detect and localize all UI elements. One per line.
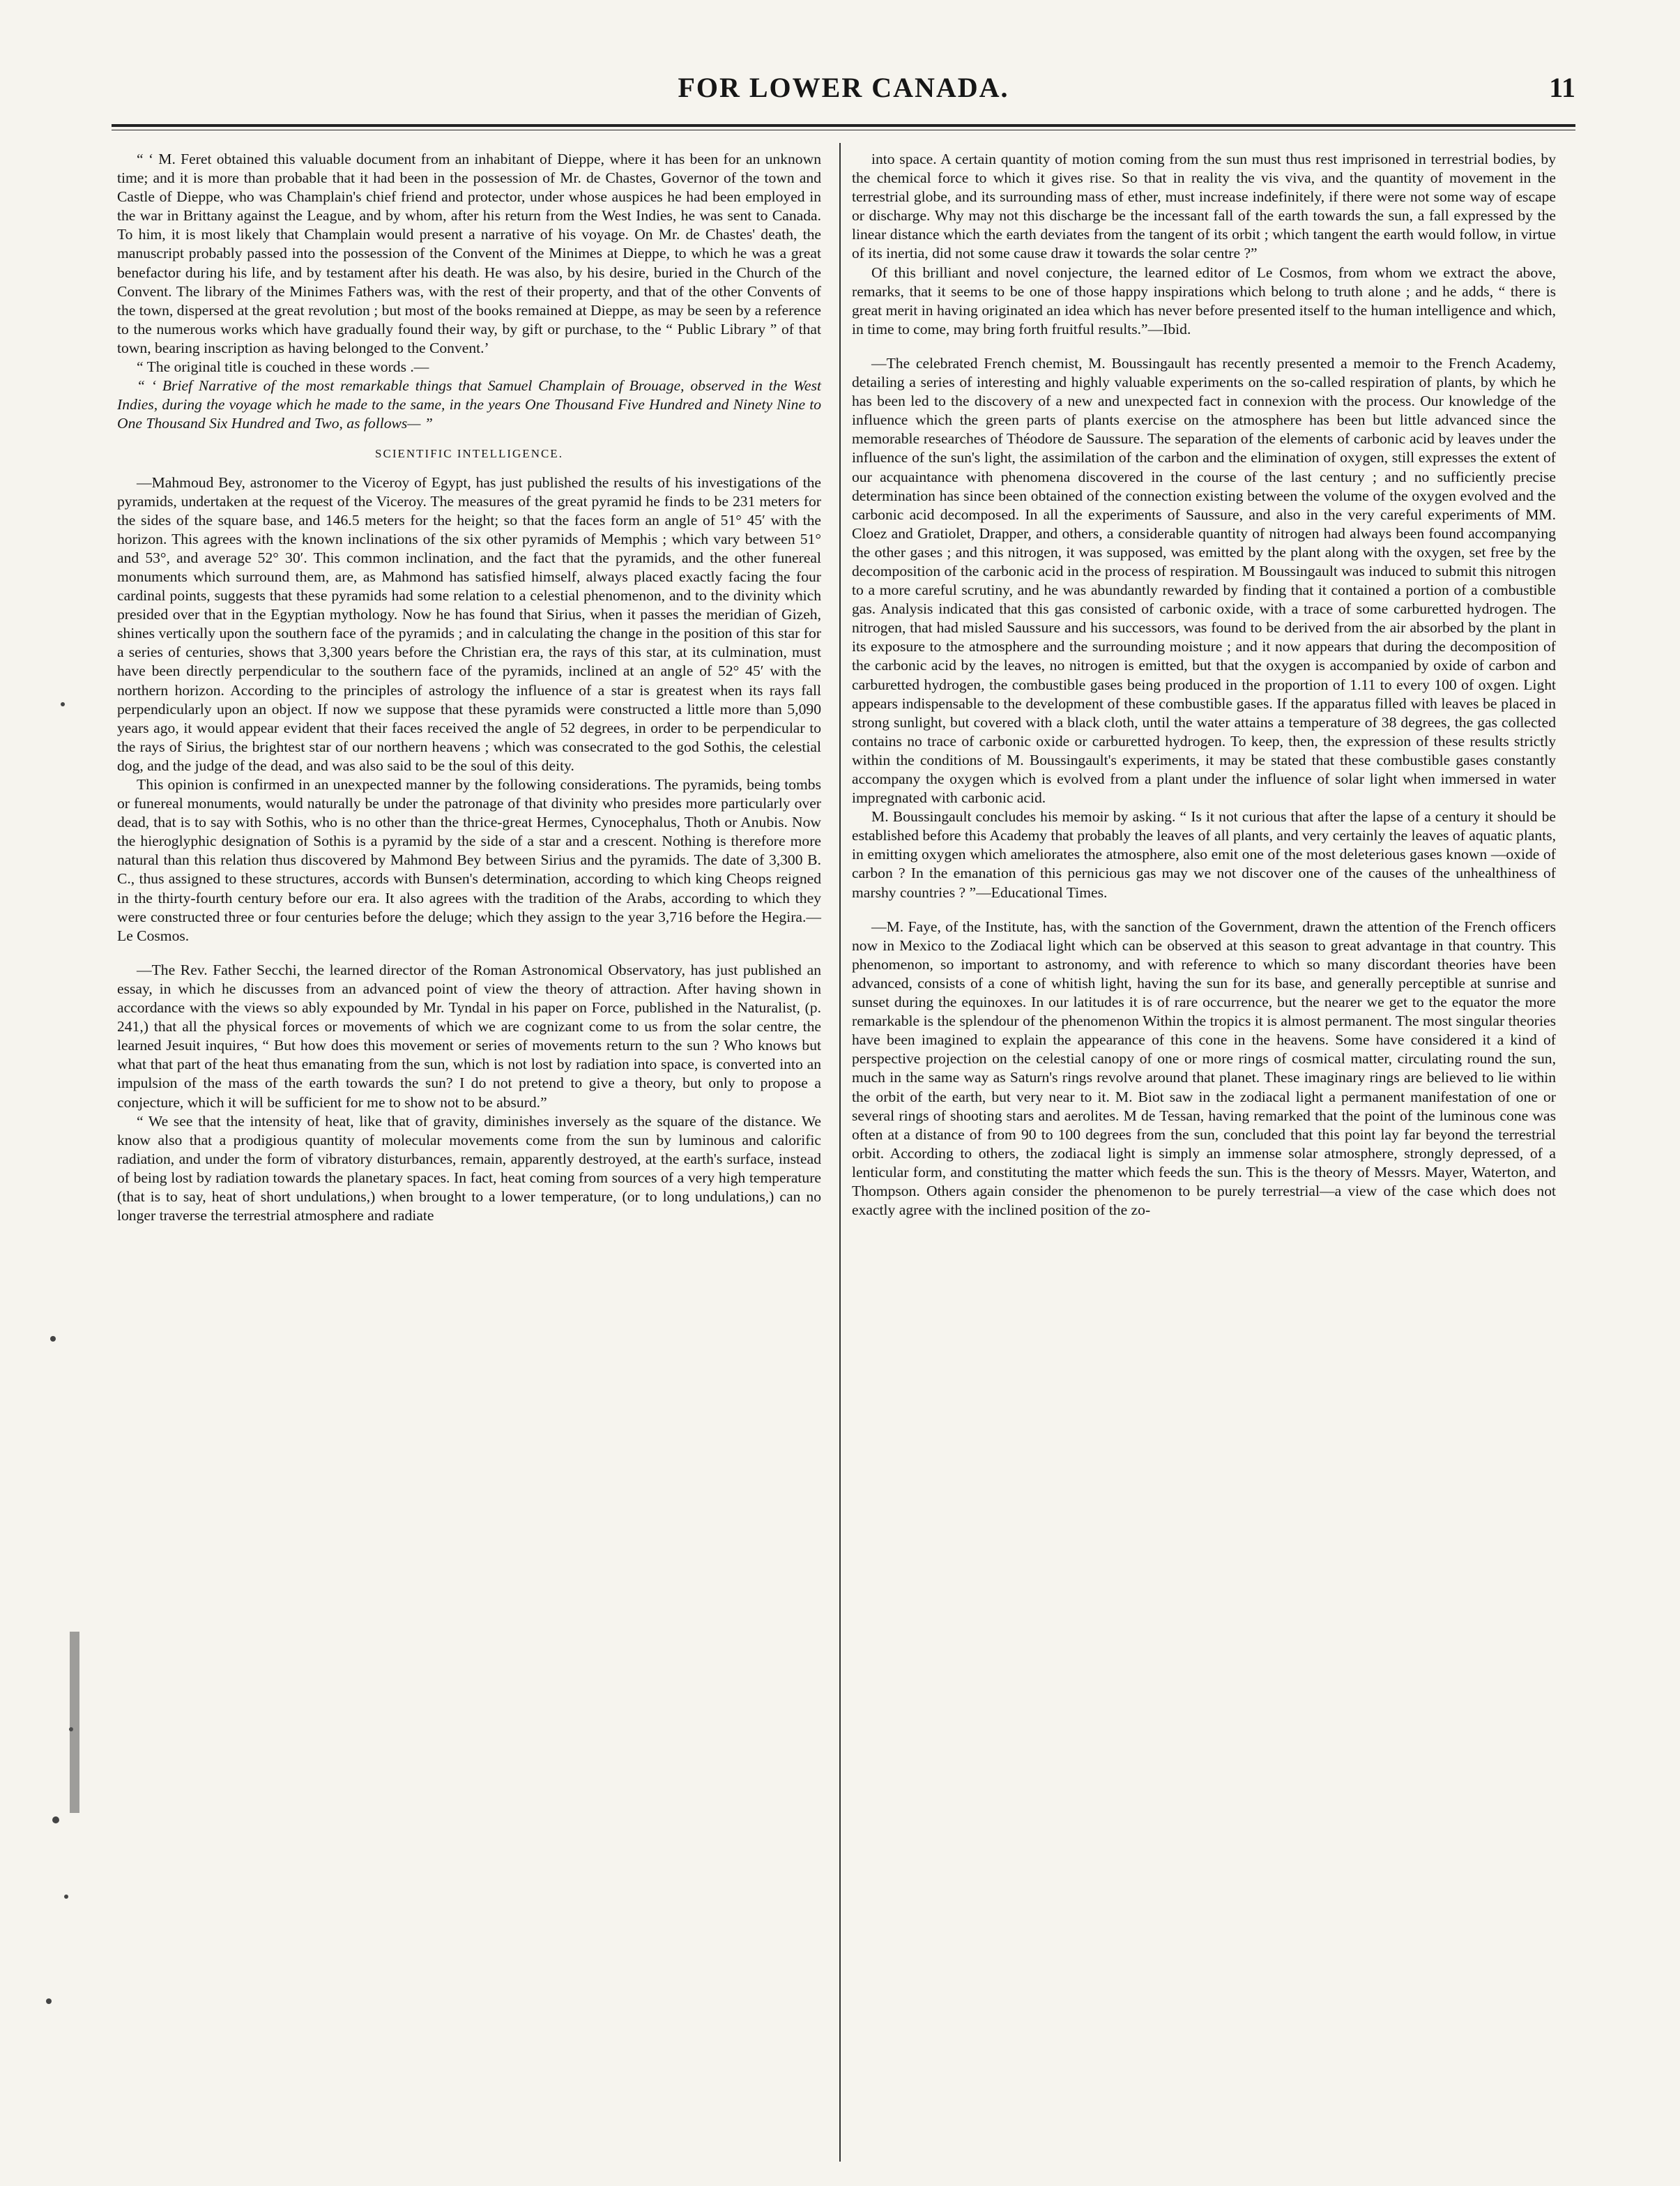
- original-title-intro: “ The original title is couched in these words .—: [137, 358, 429, 376]
- margin-specks: [28, 209, 84, 2092]
- discharge-paragraph: into space. A certain quantity of motion coming from the sun must thus rest imprisoned in terrestrial bodies, by the chemical force to which it gives rise. So that in reality the vis viva, and the quantity of movement in the terrestrial globe, and its surrounding mass of ether, must increase indefinitely, if there were not some way of escape or discharge. Why may not this discharge be the incessant fall of the earth towards the sun, a fall expressed by the linear distance which the earth deviates from the tangent of its orbit ; which tangent the earth would follow, in virtue of its inertia, did not some cause draw it towards the solar centre ?”: [852, 151, 1556, 262]
- boussingault-conclusion: M. Boussingault concludes his memoir by asking. “ Is it not curious that after the lapse of a century it should be established before this Academy that probably the leaves of all plants, and very certainly the leaves of aquatic plants, in emitting oxygen which ameliorates the atmosphere, also emit one of the most deleterious gases known —oxide of carbon ? In the emanation of this pernicious gas may we not discover one of the causes of the unhealthiness of marshy countries ? ”—Educational Times.: [852, 808, 1556, 901]
- column-divider: [839, 143, 841, 2162]
- champlain-manuscript-paragraph: “ ‘ M. Feret obtained this valuable document from an inhabitant of Dieppe, where it has been for an unknown time; and it is more than probable that it had been in the possession of Mr. de Chastes, Governor of the town and Castle of Dieppe, who was Champlain's chief friend and protector, under whose auspices he had been employed in the war in Brittany against the League, and by whom, after his return from the West Indies, he was sent to Canada. To him, it is most likely that Champlain would present a narrative of his voyage. On Mr. de Chastes' death, the manuscript probably passed into the possession of the Convent of the Minimes at Dieppe, to which he was a great benefactor during his life, and by testament after his death. He was also, by his desire, buried in the Church of the Convent. The library of the Minimes Fathers was, with the rest of their property, and that of the other Convents of the town, dispersed at the great revolution ; but most of the books remained at Dieppe, as may be seen by a reference to the numerous works which have gradually found their way, by gift or purchase, to the “ Public Library ” of that town, bearing inscription as having belonged to the Convent.’: [117, 151, 821, 356]
- page-number: 11: [1549, 72, 1575, 103]
- zodiacal-light-article: —M. Faye, of the Institute, has, with the sanction of the Government, drawn the attention of the French officers now in Mexico to the Zodiacal light which can be observed at this season to great advantage in that country. This phenomenon, so important to astronomy, and with reference to which so many discordant theories have been advanced, consists of a cone of whitish light, having the sun for its base, and generally perceptible at sunrise and sunset during the equinoxes. In our latitudes it is of rare occurrence, but the nearer we get to the equator the more remarkable is the splendour of the phenomenon Within the tropics it is almost permanent. The most singular theories have been imagined to explain the appearance of this cone in the heavens. Some have considered it a kind of perspective projection on the celestial canopy of one or more rings of cosmical matter, circulating round the sun, much in the same way as Saturn's rings revolve around that planet. These imaginary rings are believed to lie within the orbit of the earth, but very near to it. M. Biot saw in the zodiacal light a permanent manifestation of one or several rings of shooting stars and aerolites. M de Tessan, having remarked that the point of the luminous cone was often at a distance of from 90 to 100 degrees from the sun, concluded that this point lay far beyond the terrestrial orbit. According to others, the zodiacal light is simply an immense solar atmosphere, strongly depressed, of a lenticular form, and constituting the matter which feeds the sun. This is the theory of Messrs. Mayer, Waterton, and Thompson. Others again consider the phenomenon to be purely terrestrial—a view of the case which does not exactly agree with the inclined position of the zo-: [852, 918, 1556, 1219]
- secchi-article: —The Rev. Father Secchi, the learned director of the Roman Astronomical Observatory, has just published an essay, in which he discusses from an advanced point of view the theory of attraction. After having shown in accordance with the views so ably expounded by Mr. Tyndal in his paper on Force, published in the Naturalist, (p. 241,) that all the physical forces or movements of which we are cognizant come to us from the solar centre, the learned Jesuit inquires, “ But how does this movement or series of movements return to the sun ? Who knows but what that part of the heat thus emanating from the sun, which is not lost by radiation into space, is converted into an impulsion of the mass of the earth towards the sun? I do not pretend to give a theory, but only to propose a conjecture, which it will be sufficient for me to show not to be absurd.”: [117, 961, 821, 1111]
- boussingault-article: —The celebrated French chemist, M. Boussingault has recently presented a memoir to the French Academy, detailing a series of interesting and highly valuable experiments on the so-called respiration of plants, by which he has been led to the discovery of a new and unexpected fact in connexion with the process. Our knowledge of the influence which the green parts of plants exercise on the atmosphere has been but little advanced since the memorable researches of Théodore de Saussure. The separation of the elements of carbonic acid by leaves under the influence of the sun's light, the assimilation of the carbon and the elimination of oxygen, still expresses the extent of our acquaintance with phenomena discovered in the course of the last century ; and no sufficiently precise determination has since been obtained of the connection existing between the volume of the oxygen evolved and the carbonic acid decomposed. In all the experiments of Saussure, and also in the very careful experiments of MM. Cloez and Gratiolet, Drapper, and others, a considerable quantity of nitrogen had always been found accompanying the other gases ; and this nitrogen, it was supposed, was emitted by the plant along with the oxygen, set free by the decomposition of the carbonic acid in the process of respiration. M Boussingault was induced to submit this nitrogen to a more careful scrutiny, and he was abundantly rewarded by finding that it contained a portion of a combustible gas. Analysis indicated that this gas consisted of carbonic oxide, with a trace of some carburetted hydrogen. The nitrogen, that had misled Saussure and his successors, was found to be derived from the air absorbed by the plant in its exposure to the atmosphere and the surrounding moisture ; and it now appears that during the decomposition of the carbonic acid by the leaves, no nitrogen is emitted, but that the oxygen is accompanied by oxide of carbon and carburetted hydrogen, the combustible gases being produced in the proportion of 1.11 to every 100 of oxgen. Light appears indispensable to the development of these combustible gases. If the apparatus filled with leaves be placed in strong sunlight, but covered with a black cloth, until the water attains a temperature of 38 degrees, the gas collected contains no trace of carbonic oxide or carburetted hydrogen. To keep, then, the expression of these results strictly within the conditions of M. Boussingault's experiments, it may be stated that these combustible gases constantly accompany the oxygen which is evolved from a plant under the influence of solar light when immersed in water impregnated with carbonic acid.: [852, 354, 1556, 807]
- page-header: [112, 64, 1575, 127]
- heat-gravity-paragraph: “ We see that the intensity of heat, like that of gravity, diminishes inversely as the square of the distance. We know also that a prodigious quantity of molecular movements come from the sun by luminous and calorific radiation, and under the form of vibratory disturbances, remain, apparently destroyed, at the earth's surface, instead of being lost by radiation towards the planetary spaces. In fact, heat coming from sources of a very high temperature (that is to say, heat of short undulations,) when brought to a lower temperature, (or to long undulations,) can no longer traverse the terrestrial atmosphere and radiate: [117, 1112, 821, 1224]
- left-column: [117, 150, 821, 1225]
- cosmos-editor-paragraph: Of this brilliant and novel conjecture, the learned editor of Le Cosmos, from whom we extract the above, remarks, that it seems to be one of those happy inspirations which belong to truth alone ; and he adds, “ there is great merit in having originated an idea which has never before presented itself to the human intelligence and which, in time to come, may bring forth fruitful results.”—Ibid.: [852, 264, 1556, 337]
- running-title: FOR LOWER CANADA.: [678, 72, 1009, 103]
- sothis-paragraph: This opinion is confirmed in an unexpected manner by the following considerations. The pyramids, being tombs or funereal monuments, would naturally be under the patronage of that divinity who presides more particularly over dead, that is to say with Sothis, who is no other than the thrice-great Hermes, Cynocephalus, Thoth or Anubis. Now the hieroglyphic designation of Sothis is a pyramid by the side of a star and a crescent. Nothing is therefore more natural than this relation thus discovered by Mahmond Bey between Sirius and the pyramids. The date of 3,300 B. C., thus assigned to these structures, accords with Bunsen's determination, according to which king Cheops reigned in the thirty-fourth century before our era. It also agrees with the tradition of the Arabs, according to which they were constructed three or four centuries before the deluge; which they assign to the year 3,716 before the Hegira.—Le Cosmos.: [117, 776, 821, 944]
- right-column: [852, 150, 1556, 1220]
- section-heading: SCIENTIFIC INTELLIGENCE.: [375, 447, 563, 461]
- header-rule: [112, 124, 1575, 130]
- pyramids-article: —Mahmoud Bey, astronomer to the Viceroy of Egypt, has just published the results of his investigations of the pyramids, undertaken at the request of the Viceroy. The measures of the great pyramid he finds to be 231 meters for the sides of the square base, and 146.5 meters for the height; so that the faces form an angle of 51° 45′ with the horizon. This agrees with the known inclinations of the six other pyramids of Memphis ; which vary between 51° and 53°, and average 52° 30′. This common inclination, and the fact that the pyramids, and the other funereal monuments which surround them, are, as Mahmond has satisfied himself, always placed exactly facing the four cardinal points, suggests that these pyramids had some relation to a celestial phenomenon, and to the divinity which presided over that in the Egyptian mythology. Now he has found that Sirius, when it passes the meridian of Gizeh, shines vertically upon the southern face of the pyramids ; and in calculating the change in the position of this star for a series of centuries, shows that 3,300 years before the Christian era, the rays of this star, at its culmination, must have been directly perpendicular to the southern face of the pyramids, inclined at an angle of 52° 45′ with the northern horizon. According to the principles of astrology the influence of a star is greatest when its rays fall perpendicularly upon an object. If now we suppose that these pyramids were constructed a little more than 5,090 years ago, it would appear evident that their faces received the angle of 52 degrees, in order to be perpendicular to the rays of Sirius, the brightest star of our northern heavens ; which was consecrated to the god Sothis, the celestial dog, and the judge of the dead, and was also said to be the soul of this deity.: [117, 473, 821, 774]
- original-title-quote: “ ‘ Brief Narrative of the most remarkable things that Samuel Champlain of Brouage, observed in the West Indies, during the voyage which he made to the same, in the years One Thousand Five Hundred and Ninety Nine to One Thousand Six Hundred and Two, as follows— ”: [117, 377, 821, 432]
